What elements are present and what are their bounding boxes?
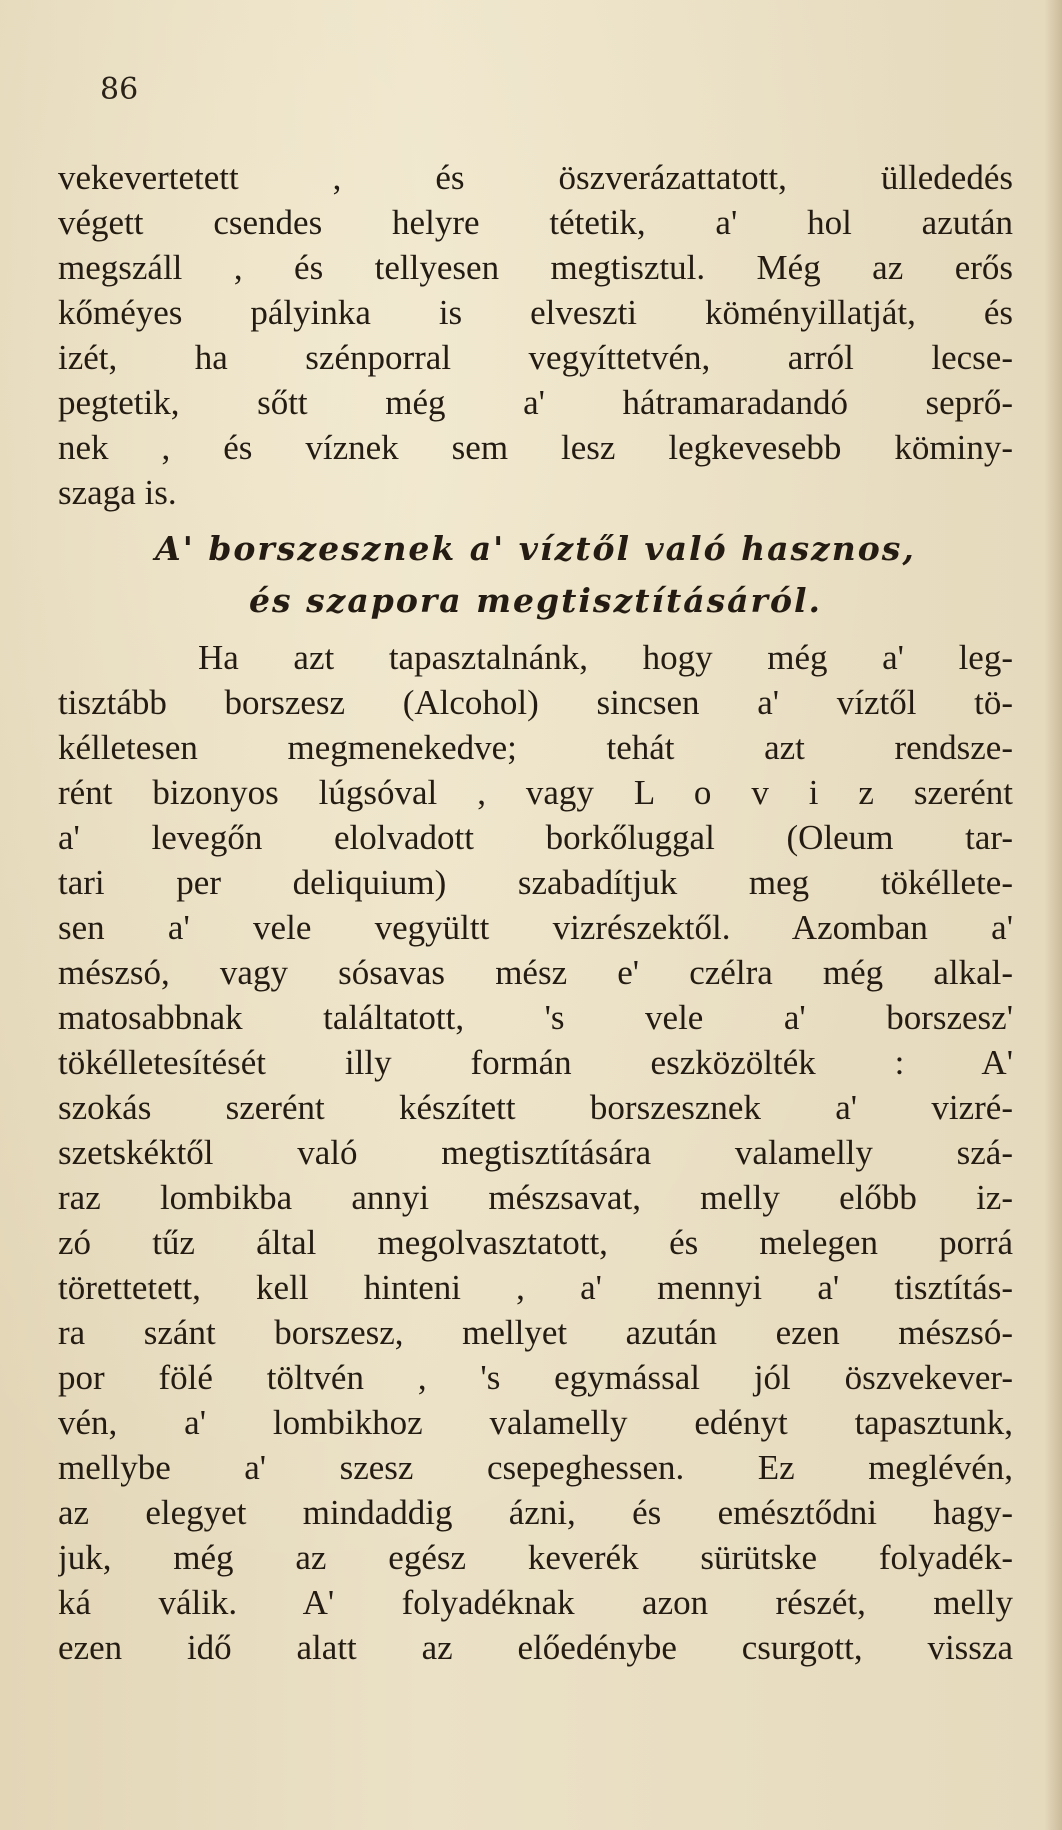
text-line: szokás szerént készített borszesznek a' vizré-: [58, 1088, 1013, 1127]
text-line: ezen idő alatt az előedénybe csurgott, vissza: [58, 1628, 1013, 1667]
text-line: tari per deliquium) szabadítjuk meg tökéllete-: [58, 863, 1013, 902]
text-line: törettetett, kell hinteni , a' mennyi a' tisztítás-: [58, 1268, 1013, 1307]
paragraph-1: [58, 155, 1013, 515]
section-heading: [58, 523, 1013, 627]
text-line: vén, a' lombikhoz valamelly edényt tapasztunk,: [58, 1403, 1013, 1442]
text-line: szetskéktől való megtisztítására valamelly szá-: [58, 1133, 1013, 1172]
text-line: zó tűz által megolvasztatott, és melegen porrá: [58, 1223, 1013, 1262]
text-line: vekevertetett , és öszverázattatott, üllededés: [58, 158, 1013, 197]
text-line: sen a' vele vegyültt vizrészektől. Azomban a': [58, 908, 1013, 947]
text-line: a' levegőn elolvadott borkőluggal (Oleum tar-: [58, 818, 1013, 857]
text-line: izét, ha szénporral vegyíttetvén, arról lecse-: [58, 338, 1013, 377]
heading-line: és szapora megtisztításáról.: [249, 581, 822, 620]
text-line: ká válik. A' folyadéknak azon részét, melly: [58, 1583, 1013, 1622]
spacer: [58, 515, 1013, 523]
text-body: [58, 155, 1013, 1670]
paragraph-2: [58, 635, 1013, 1670]
text-line: matosabbnak találtatott, 's vele a' borszesz': [58, 998, 1013, 1037]
page-edge-shadow: [1044, 0, 1062, 1830]
spacer: [58, 627, 1013, 635]
text-line: tisztább borszesz (Alcohol) sincsen a' víztől tö-: [58, 683, 1013, 722]
text-line: Ha azt tapasztalnánk, hogy még a' leg-: [198, 638, 1013, 677]
text-line: raz lombikba annyi mészsavat, melly előbb iz-: [58, 1178, 1013, 1217]
text-line: szaga is.: [58, 473, 177, 512]
text-line: juk, még az egész keverék sürütske folyadék-: [58, 1538, 1013, 1577]
text-line: az elegyet mindaddig ázni, és emésztődni hagy-: [58, 1493, 1013, 1532]
text-line: kélletesen megmenekedve; tehát azt rendsze-: [58, 728, 1013, 767]
text-line: ra szánt borszesz, mellyet azután ezen mészsó-: [58, 1313, 1013, 1352]
text-line: mellybe a' szesz csepeghessen. Ez meglévén,: [58, 1448, 1013, 1487]
text-line: pegtetik, sőtt még a' hátramaradandó seprő-: [58, 383, 1013, 422]
text-line: tökélletesítését illy formán eszközölték : A': [58, 1043, 1013, 1082]
heading-line: A' borszesznek a' víztől való hasznos,: [155, 529, 916, 568]
page-number: 86: [100, 72, 139, 107]
text-line: rént bizonyos lúgsóval , vagy L o v i z szerént: [58, 773, 1013, 812]
text-line: mészsó, vagy sósavas mész e' czélra még alkal-: [58, 953, 1013, 992]
text-line: végett csendes helyre tétetik, a' hol azután: [58, 203, 1013, 242]
text-line: por fölé töltvén , 's egymással jól öszvekever-: [58, 1358, 1013, 1397]
text-line: nek , és víznek sem lesz legkevesebb köminy-: [58, 428, 1013, 467]
text-line: kőméyes pályinka is elveszti köményillatját, és: [58, 293, 1013, 332]
text-line: megszáll , és tellyesen megtisztul. Még az erős: [58, 248, 1013, 287]
